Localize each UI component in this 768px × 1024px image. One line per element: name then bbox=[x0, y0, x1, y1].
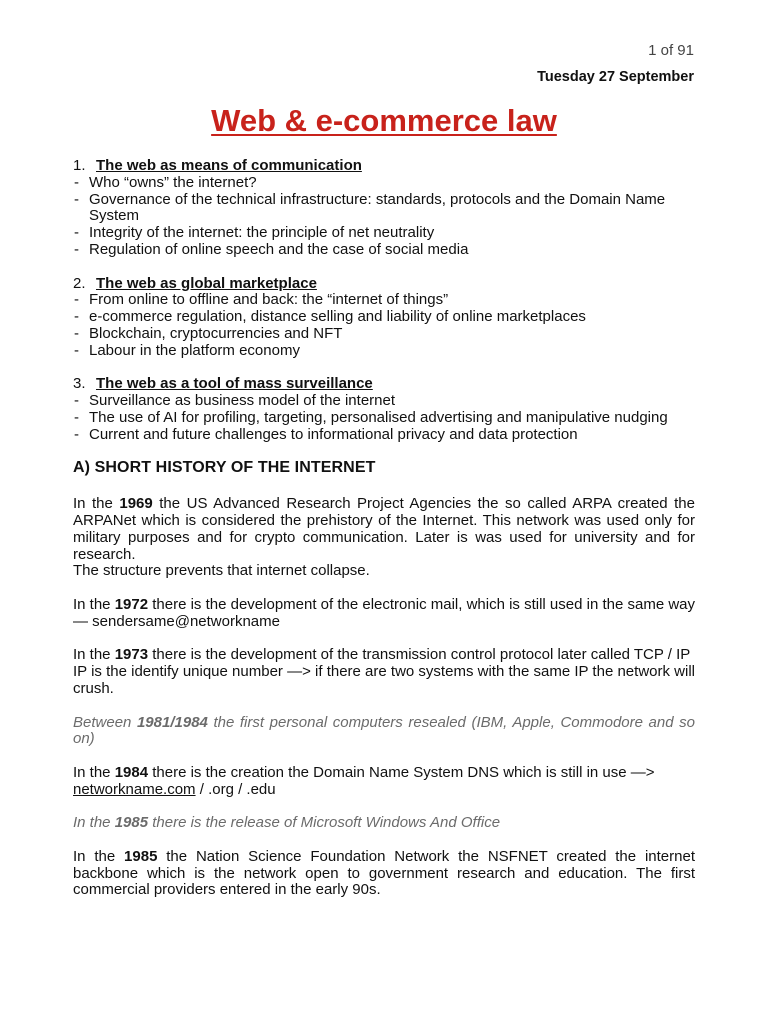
year: 1972 bbox=[114, 595, 149, 613]
section-2 bbox=[73, 276, 695, 360]
list-item: - Integrity of the internet: the principle of net neutrality bbox=[73, 225, 695, 242]
section-1 bbox=[73, 158, 695, 259]
year: 1985 bbox=[114, 814, 149, 832]
list-item: - Labour in the platform economy bbox=[73, 343, 695, 360]
year: 1973 bbox=[114, 646, 149, 664]
section-3 bbox=[73, 376, 695, 443]
history-note-1981: Between 1981/1984 the first personal computers resealed (IBM, Apple, Commodore and so on) bbox=[73, 713, 696, 748]
history-paragraph-1969: In the 1969 the US Advanced Research Project Agencies the so called ARPA created the ARPANet which is considered the prehistory of the Internet. This network was used only for military purposes and for crypto communication. Later is was used for university and for research. The structure prevents that internet collapse. bbox=[73, 495, 695, 580]
list-item: - The use of AI for profiling, targeting, personalised advertising and manipulative nudging bbox=[73, 410, 695, 427]
lecture-date: Tuesday 27 September bbox=[537, 69, 694, 85]
history-paragraph-1973: In the 1973 there is the development of the transmission control protocol later called TCP / IP IP is the identify unique number —> if there are two systems with the same IP the network will crush. bbox=[73, 646, 695, 697]
topic-list bbox=[73, 393, 695, 443]
page-indicator: 1 of 91 bbox=[648, 42, 694, 59]
document-title: Web & e-commerce law bbox=[211, 103, 557, 138]
topic-list bbox=[73, 175, 695, 259]
list-item: - Surveillance as business model of the internet bbox=[73, 393, 695, 410]
list-item: - Governance of the technical infrastructure: standards, protocols and the Domain Name System bbox=[73, 192, 695, 226]
history-paragraph-1972: In the 1972 there is the development of the electronic mail, which is still used in the same way — sendersame@networkname bbox=[73, 595, 696, 630]
section-number: 1. bbox=[73, 157, 86, 174]
year: 1984 bbox=[114, 763, 149, 781]
section-number: 3. bbox=[73, 375, 86, 393]
section-title: The web as global marketplace bbox=[96, 274, 317, 292]
list-item: - Blockchain, cryptocurrencies and NFT bbox=[73, 326, 695, 343]
list-item: - Regulation of online speech and the case of social media bbox=[73, 242, 695, 259]
history-heading: A) SHORT HISTORY OF THE INTERNET bbox=[73, 459, 376, 477]
list-item: - Current and future challenges to informational privacy and data protection bbox=[73, 427, 695, 444]
list-item: - From online to offline and back: the “internet of things” bbox=[73, 292, 695, 309]
year: 1969 bbox=[119, 495, 153, 513]
section-title: The web as a tool of mass surveillance bbox=[96, 375, 373, 393]
section-heading bbox=[73, 276, 695, 293]
history-paragraph-1984: In the 1984 there is the creation the Domain Name System DNS which is still in use —> networkname.com / .org / .edu bbox=[73, 763, 655, 798]
section-heading bbox=[73, 158, 695, 175]
section-title: The web as means of communication bbox=[96, 157, 362, 174]
section-number: 2. bbox=[73, 274, 86, 292]
domain-link[interactable]: networkname.com bbox=[73, 780, 196, 798]
history-note-1985: In the 1985 there is the release of Microsoft Windows And Office bbox=[73, 814, 501, 832]
year: 1985 bbox=[124, 847, 158, 865]
year: 1981/1984 bbox=[136, 713, 208, 731]
list-item: - e-commerce regulation, distance selling and liability of online marketplaces bbox=[73, 309, 695, 326]
document-body bbox=[73, 158, 695, 916]
list-item: - Who “owns” the internet? bbox=[73, 175, 695, 192]
history-paragraph-1985: In the 1985 the Nation Science Foundation Network the NSFNET created the internet backbone which is the network open to government research and education. The first commercial providers entered in the early 90s. bbox=[73, 847, 695, 899]
section-heading bbox=[73, 376, 695, 393]
topic-list bbox=[73, 292, 695, 359]
